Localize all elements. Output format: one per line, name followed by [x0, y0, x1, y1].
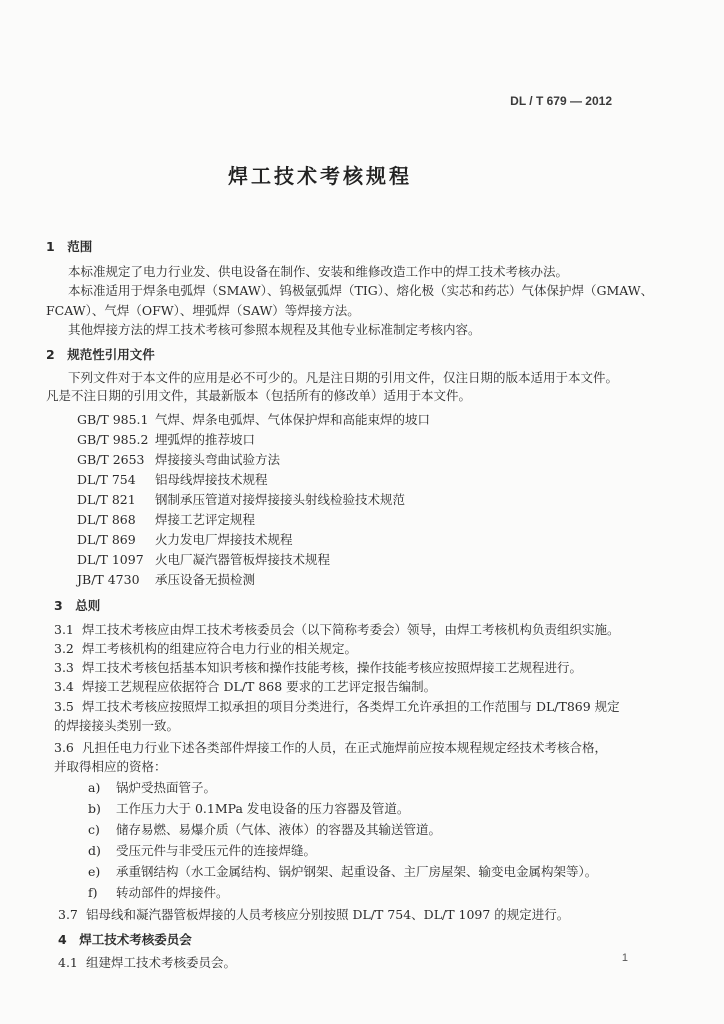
- clause-number: 3.4: [54, 679, 74, 694]
- reference-code: GB/T 985.2: [77, 432, 149, 447]
- sub-item-text: 工作压力大于 0.1MPa 发电设备的压力容器及管道。: [116, 801, 410, 816]
- sub-item-text: 承重钢结构（水工金属结构、锅炉钢架、起重设备、主厂房屋架、输变电金属构架等）。: [116, 864, 598, 879]
- page-number: 1: [621, 952, 628, 964]
- clause-text: 焊接工艺规程应依据符合 DL/T 868 要求的工艺评定报告编制。: [82, 679, 437, 694]
- reference-entry: [77, 574, 255, 587]
- sub-item-text: 锅炉受热面管子。: [116, 780, 217, 795]
- clause: [54, 662, 582, 675]
- sub-item: [88, 782, 216, 795]
- clause-number: 3.2: [54, 641, 74, 656]
- sub-item-label: c): [88, 822, 100, 837]
- clause-number: 3.5: [54, 699, 74, 714]
- reference-entry: [77, 434, 255, 447]
- reference-title: 火力发电厂焊接技术规程: [155, 532, 293, 547]
- reference-entry: [77, 454, 280, 467]
- clause: [54, 643, 357, 656]
- sub-item-text: 受压元件与非受压元件的连接焊缝。: [116, 843, 317, 858]
- sub-item: [88, 803, 409, 816]
- reference-title: 焊接工艺评定规程: [155, 512, 256, 527]
- reference-code: DL/T 869: [77, 532, 136, 547]
- sub-item: [88, 887, 229, 900]
- reference-code: DL/T 821: [77, 492, 136, 507]
- clause-continuation: 并取得相应的资格：: [54, 759, 167, 774]
- clause: [58, 909, 569, 922]
- clause-text: 焊工技术考核包括基本知识考核和操作技能考核，操作技能考核应按照焊接工艺规程进行。: [82, 660, 583, 675]
- reference-title: 焊接接头弯曲试验方法: [155, 452, 281, 467]
- reference-code: DL/T 1097: [77, 552, 144, 567]
- section-3-heading: 3 总则: [54, 598, 101, 613]
- section-4-heading: 4 焊工技术考核委员会: [58, 932, 192, 947]
- clause: [58, 957, 236, 970]
- reference-title: 钢制承压管道对接焊接接头射线检验技术规范: [155, 492, 406, 507]
- standard-number: DL / T 679 — 2012: [510, 94, 612, 108]
- reference-code: DL/T 754: [77, 472, 136, 487]
- section-2-heading: 2 规范性引用文件: [46, 347, 155, 362]
- clause-text: 凡担任电力行业下述各类部件焊接工作的人员，在正式施焊前应按本规程规定经技术考核合格，: [82, 740, 608, 755]
- reference-code: JB/T 4730: [77, 572, 140, 587]
- sub-item: [88, 824, 441, 837]
- sub-item-label: e): [88, 864, 101, 879]
- clause: [54, 742, 607, 755]
- clause-number: 3.6: [54, 740, 74, 755]
- section-2-intro: 下列文件对于本文件的应用是必不可少的。凡是注日期的引用文件，仅注日期的版本适用于本文件。: [68, 370, 619, 385]
- sub-item-text: 储存易燃、易爆介质（气体、液体）的容器及其输送管道。: [116, 822, 442, 837]
- clause-number: 4.1: [58, 955, 78, 970]
- reference-entry: [77, 554, 330, 567]
- section-1-paragraph: FCAW）、气焊（OFW）、埋弧焊（SAW）等焊接方法。: [46, 303, 360, 318]
- clause-text: 焊工考核机构的组建应符合电力行业的相关规定。: [82, 641, 358, 656]
- sub-item: [88, 845, 316, 858]
- reference-title: 气焊、焊条电弧焊、气体保护焊和高能束焊的坡口: [155, 412, 431, 427]
- document-title: 焊工技术考核规程: [228, 164, 412, 188]
- sub-item-label: b): [88, 801, 101, 816]
- section-1-paragraph: 本标准适用于焊条电弧焊（SMAW）、钨极氩弧焊（TIG）、熔化极（实芯和药芯）气体保护焊（GMAW、: [68, 283, 654, 298]
- clause-text: 组建焊工技术考核委员会。: [86, 955, 237, 970]
- sub-item-label: f): [88, 885, 98, 900]
- clause-text: 焊工技术考核应按照焊工拟承担的项目分类进行，各类焊工允许承担的工作范围与 DL/T869 规定: [82, 699, 620, 714]
- clause-text: 焊工技术考核应由焊工技术考核委员会（以下简称考委会）领导，由焊工考核机构负责组织实施。: [82, 622, 620, 637]
- reference-entry: [77, 474, 268, 487]
- clause-text: 铝母线和凝汽器管板焊接的人员考核应分别按照 DL/T 754、DL/T 1097 的规定进行。: [86, 907, 570, 922]
- clause-number: 3.3: [54, 660, 74, 675]
- reference-entry: [77, 494, 405, 507]
- clause-number: 3.1: [54, 622, 74, 637]
- clause: [54, 681, 436, 694]
- reference-code: DL/T 868: [77, 512, 136, 527]
- section-1-heading: 1 范围: [46, 239, 93, 254]
- clause-number: 3.7: [58, 907, 78, 922]
- reference-title: 火电厂凝汽器管板焊接技术规程: [155, 552, 331, 567]
- sub-item-text: 转动部件的焊接件。: [116, 885, 229, 900]
- section-2-intro: 凡是不注日期的引用文件，其最新版本（包括所有的修改单）适用于本文件。: [46, 388, 472, 403]
- sub-item: [88, 866, 597, 879]
- section-1-paragraph: 本标准规定了电力行业发、供电设备在制作、安装和维修改造工作中的焊工技术考核办法。: [68, 264, 569, 279]
- sub-item-label: a): [88, 780, 101, 795]
- reference-title: 铝母线焊接技术规程: [155, 472, 268, 487]
- reference-code: GB/T 985.1: [77, 412, 149, 427]
- reference-entry: [77, 414, 430, 427]
- sub-item-label: d): [88, 843, 101, 858]
- section-1-paragraph: 其他焊接方法的焊工技术考核可参照本规程及其他专业标准制定考核内容。: [68, 322, 481, 337]
- reference-entry: [77, 534, 293, 547]
- clause: [54, 701, 620, 714]
- reference-title: 埋弧焊的推荐坡口: [155, 432, 256, 447]
- reference-title: 承压设备无损检测: [155, 572, 256, 587]
- clause-continuation: 的焊接接头类别一致。: [54, 718, 180, 733]
- clause: [54, 624, 620, 637]
- reference-code: GB/T 2653: [77, 452, 145, 467]
- reference-entry: [77, 514, 255, 527]
